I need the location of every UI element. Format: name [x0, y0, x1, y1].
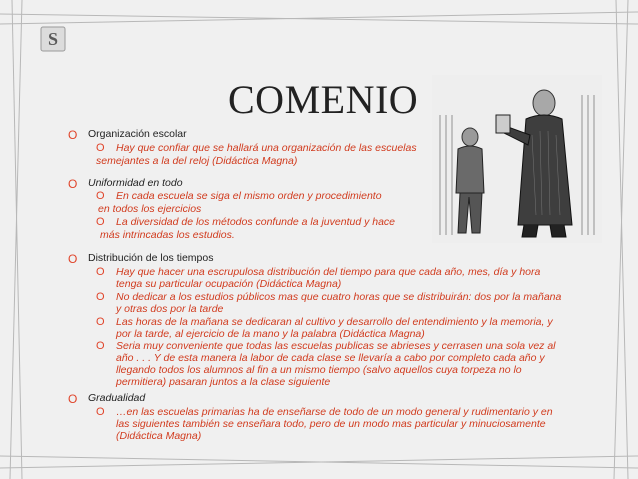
item-text-line: Hay que hacer una escrupulosa distribución del tiempo para que cada año, mes, día y hora — [116, 266, 541, 278]
sub-bullet-marker: O — [96, 190, 105, 202]
item-text-line: más intrincadas los estudios. — [100, 229, 235, 241]
sub-bullet-marker: O — [96, 266, 105, 278]
app-logo-icon — [40, 26, 66, 52]
sub-bullet-marker: O — [96, 216, 105, 228]
slide-title: COMENIO — [228, 77, 419, 122]
item-text-line: Las horas de la mañana se dedicaran al cultivo y desarrollo del entendimiento y la memoria, y — [116, 316, 553, 328]
item-text-line: tenga su particular ocupación (Didáctica Magna) — [116, 278, 342, 290]
item-text-line: las siguientes también se enseñara todo, pero de un modo mas particular y minuciosamente — [116, 418, 546, 430]
teacher-student-illustration — [432, 75, 602, 243]
bullet-marker: O — [68, 392, 78, 406]
item-text-line: permitiera) pasaran juntos a la clase siguiente — [116, 376, 331, 388]
sub-bullet-marker: O — [96, 406, 105, 418]
sub-bullet-marker: O — [96, 142, 105, 154]
item-text-line: por la tarde, al ejercicio de la mano y la palabra (Didáctica Magna) — [116, 328, 425, 340]
sub-bullet-marker: O — [96, 316, 105, 328]
item-text-line: …en las escuelas primarias ha de enseñarse de todo de un modo general y rudimentario y en — [116, 406, 553, 418]
item-text-line: En cada escuela se siga el mismo orden y procedimiento — [116, 190, 382, 202]
section-heading-distribucion: Distribución de los tiempos — [88, 252, 214, 264]
sub-bullet-marker: O — [96, 340, 105, 352]
svg-text:S: S — [47, 29, 59, 49]
item-text-line: La diversidad de los métodos confunde a la juventud y hace — [116, 216, 396, 228]
sub-bullet-marker: O — [96, 291, 105, 303]
bullet-marker: O — [68, 252, 78, 266]
section-heading-organizacion: Organización escolar — [88, 128, 187, 140]
bullet-marker: O — [68, 177, 78, 191]
bullet-marker: O — [68, 128, 78, 142]
section-heading-gradualidad: Gradualidad — [88, 392, 146, 404]
item-text-line: (Didáctica Magna) — [116, 430, 202, 442]
item-text-line: y otras dos por la tarde — [116, 303, 224, 315]
item-text-line: llegando todos los alumnos al fin a un mismo tiempo (salvo aquellos cuya torpeza no lo — [116, 364, 522, 376]
item-text-line: Hay que confiar que se hallará una organización de las escuelas — [116, 142, 417, 154]
item-text-line: en todos los ejercicios — [98, 203, 202, 215]
item-text-line: Seria muy conveniente que todas las escuelas publicas se abrieses y cerrasen una sola vez al — [116, 340, 556, 352]
section-heading-uniformidad: Uniformidad en todo — [88, 177, 183, 189]
item-text-line: No dedicar a los estudios públicos mas que cuatro horas que se distribuirán: dos por la mañana — [116, 291, 562, 303]
item-text-line: semejantes a la del reloj (Didáctica Magna) — [96, 155, 298, 167]
item-text-line: año . . . Y de esta manera la labor de cada clase se llevaría a cabo por completo cada año y — [116, 352, 545, 364]
